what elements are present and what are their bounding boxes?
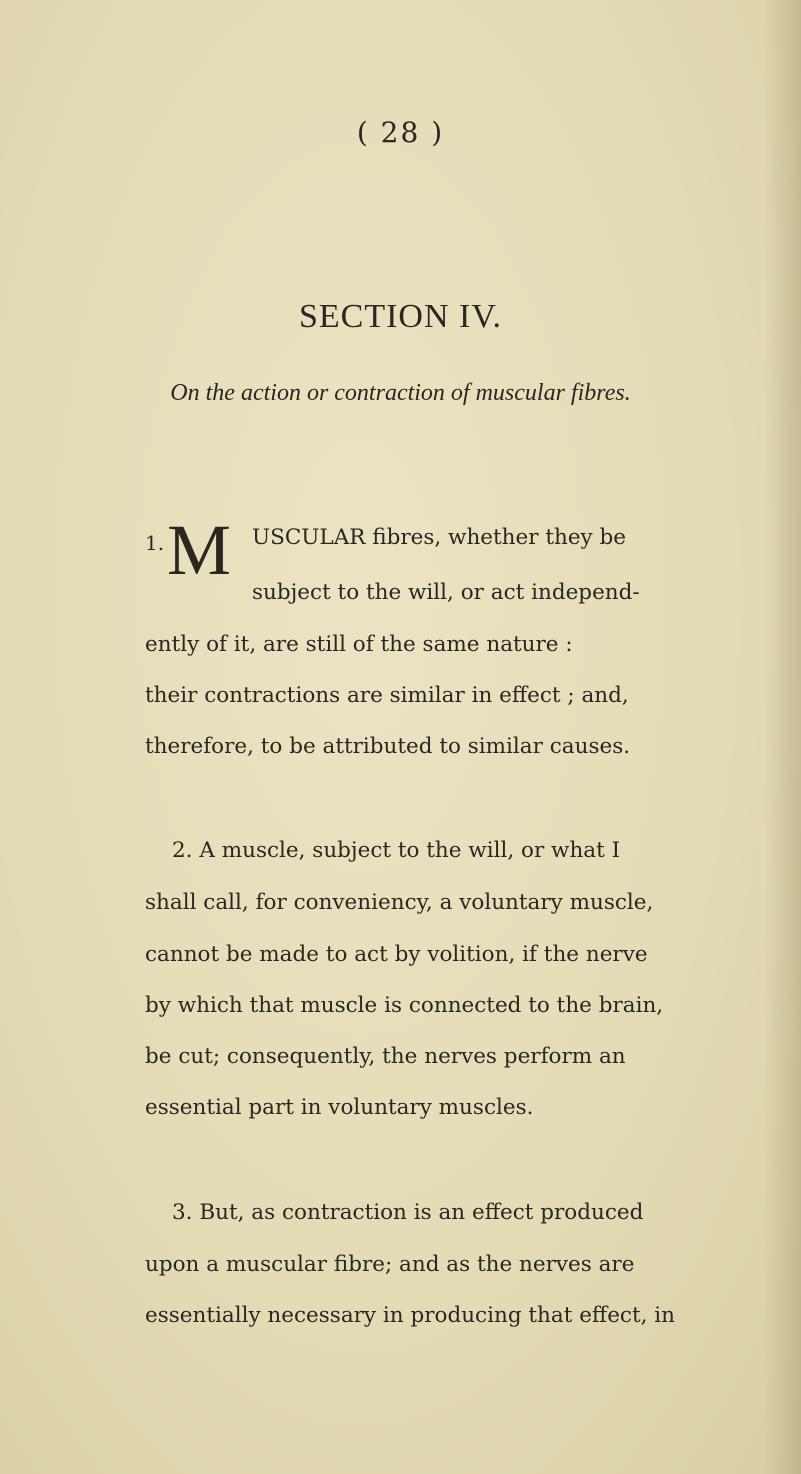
paragraph-line: therefore, to be attributed to similar causes. [145,734,631,759]
paragraph-line: shall call, for conveniency, a voluntary muscle, [145,890,654,915]
paragraph-line: essential part in voluntary muscles. [145,1095,534,1120]
section-heading: SECTION IV. [298,298,503,335]
drop-cap: M [167,510,232,590]
paragraph-line: 3. But, as contraction is an effect produced [172,1200,644,1225]
paragraph-line: cannot be made to act by volition, if the nerve [145,942,648,967]
paragraph-number: 1. [145,531,165,555]
paragraph-line: ently of it, are still of the same nature : [145,632,573,657]
paragraph-line: essentially necessary in producing that effect, in [145,1303,675,1328]
page-edge-shadow [765,0,801,1474]
paragraph-line: be cut; consequently, the nerves perform an [145,1044,626,1069]
page-number: ( 28 ) [356,116,445,149]
paragraph-line: their contractions are similar in effect ; and, [145,683,629,708]
paragraph-line: USCULAR fibres, whether they be [252,525,627,550]
paragraph-line: upon a muscular fibre; and as the nerves are [145,1252,635,1277]
paragraph-line: subject to the will, or act independ- [252,580,640,605]
paragraph-line: by which that muscle is connected to the brain, [145,993,664,1018]
paragraph-line: 2. A muscle, subject to the will, or what I [172,838,621,863]
section-subtitle: On the action or contraction of muscular fibres. [170,380,631,406]
